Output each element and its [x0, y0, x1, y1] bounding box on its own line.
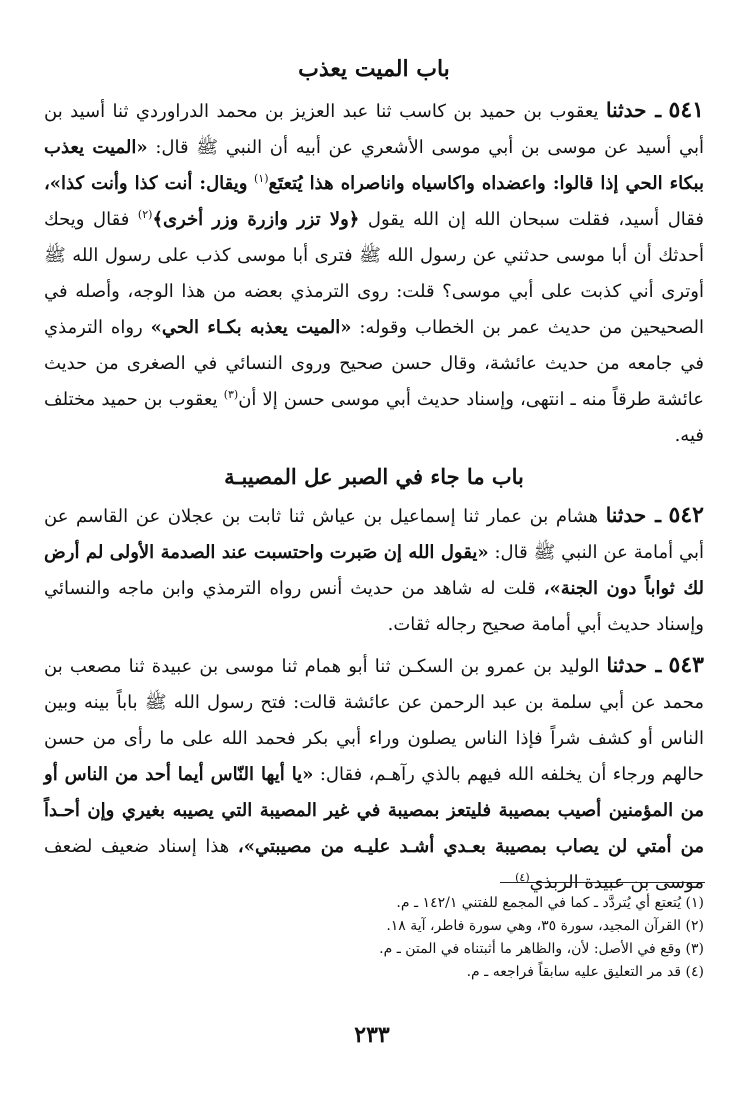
footnote: (٤) قد مر التعليق عليه سابقاً فراجعه ـ م. [466, 964, 704, 980]
hadith-quote: ويقال: أنت كذا وأنت كذا»، [44, 173, 248, 194]
hadith-opening: ـ حدثنا [605, 98, 662, 122]
hadith-number: ٥٤٢ [668, 502, 704, 528]
hadith-text: يعقوب بن حميد بن كاسب ثنا عبد العزيز بن محمد الدراوردي ثنا أسيد بن أبي أسيد عن موسى بن أبي موسى الأشعري عن أبيه أن النبي ﷺ قال: [44, 101, 704, 158]
hadith-text: قلت له شاهد من حديث أنس رواه الترمذي وابن ماجه والنسائي وإسناد حديث أبي أمامة صحيح رجاله ثقات. [44, 578, 704, 635]
hadith-text: فقال أسيد، فقلت سبحان الله إن الله يقول [367, 209, 704, 230]
footnote-ref: (٢) [137, 208, 153, 221]
footnote: (٣) وقع في الأصل: لأن، والظاهر ما أثبتناه في المتن ـ م. [379, 941, 704, 957]
footnote-ref: (٣) [223, 388, 239, 401]
hadith-text: الوليد بن عمرو بن السكـن ثنا أبو همام ثنا موسى بن عبيدة ثنا مصعب بن محمد عن أبي سلمة بن عبد الرحمن عن عائشة قالت: فتح رسول الله ﷺ باباً بينه وبين الناس أو كشف شراً فإذا الناس يصلون وراء أبي بكر فحمد الله على ما رأى من حسن حالهم ورجاء أن يخلفه الله فيهم بالذي رآهـم، فقال: [44, 656, 704, 785]
hadith-number: ٥٤٣ [668, 652, 704, 678]
footnote: (٢) القرآن المجيد، سورة ٣٥، وهي سورة فاطر، آية ١٨. [386, 918, 704, 934]
hadith-opening: ـ حدثنا [605, 503, 661, 527]
hadith-text: رواه الترمذي في جامعه من حديث عائشة، وقال حسن صحيح وروى النسائي في الصغرى من حديث عائشة طرقاً منه ـ انتهى، وإسناد حديث أبي موسى حسن إلا أن [44, 317, 705, 410]
hadith-quote: «الميت يعذب ببكاء الحي إذا قالوا: واعضداه واكاسياه واناصراه هذا يُتعتَع [44, 137, 704, 194]
chapter-title: باب الميت يعذب [298, 56, 450, 82]
footnotes [64, 892, 704, 984]
hadith-quote: «يقول الله إن صَبرت واحتسبت عند الصدمة الأولى لم أرض لك ثواباً دون الجنة»، [44, 542, 704, 599]
hadith-quote: «الميت يعذبه بكـاء الحي» [150, 317, 352, 338]
hadith-543 [44, 647, 704, 901]
hadith-542 [44, 497, 704, 643]
footnote-ref: (٤) [515, 871, 530, 884]
hadith-text: هشام بن عمار ثنا إسماعيل بن عياش ثنا ثابت بن عجلان عن القاسم عن أبي أمامة عن النبي ﷺ قال: [44, 506, 704, 563]
hadith-text: يعقوب بن حميد مختلف فيه. [44, 389, 704, 446]
page-body [44, 50, 704, 901]
section-title: باب ما جاء في الصبر عل المصيبـة [224, 464, 524, 489]
hadith-number: ٥٤١ [668, 97, 704, 123]
footnote-divider [500, 882, 705, 883]
page-number: ٢٣٣ [354, 1022, 390, 1048]
footnote-ref: (١) [253, 172, 269, 185]
hadith-opening: ـ حدثنا [606, 653, 662, 677]
hadith-quote: «يا أيها النّاس أيما أحد من الناس أو من المؤمنين أصيب بمصيبة فليتعز بمصيبة في غير المصيبة التي يصيبه بغيري وإن أحـداً من أمتي لن يصاب بمصيبة بعـدي أشـد عليـه من مصيبتي»، [44, 764, 705, 857]
hadith-text: هذا إسناد ضعيف لضعف موسى بن عبيدة الربذي [44, 836, 704, 893]
hadith-text: فقال ويحك أحدثك أن أبا موسى حدثني عن رسول الله ﷺ فترى أبا موسى كذب على رسول الله ﷺ أوترى أني كذبت على أبي موسى؟ قلت: روى الترمذي بعضه من هذا الوجه، وأصله في الصحيحين من حديث عمر بن الخطاب وقوله: [44, 209, 704, 338]
hadith-541 [44, 92, 704, 454]
quran-verse: ﴿ولا تزر وازرة وزر أخرى﴾ [152, 209, 360, 230]
footnote: (١) يُتعتع أي يُتردَّد ـ كما في المجمع للفتني ١٤٢/١ ـ م. [396, 895, 704, 911]
